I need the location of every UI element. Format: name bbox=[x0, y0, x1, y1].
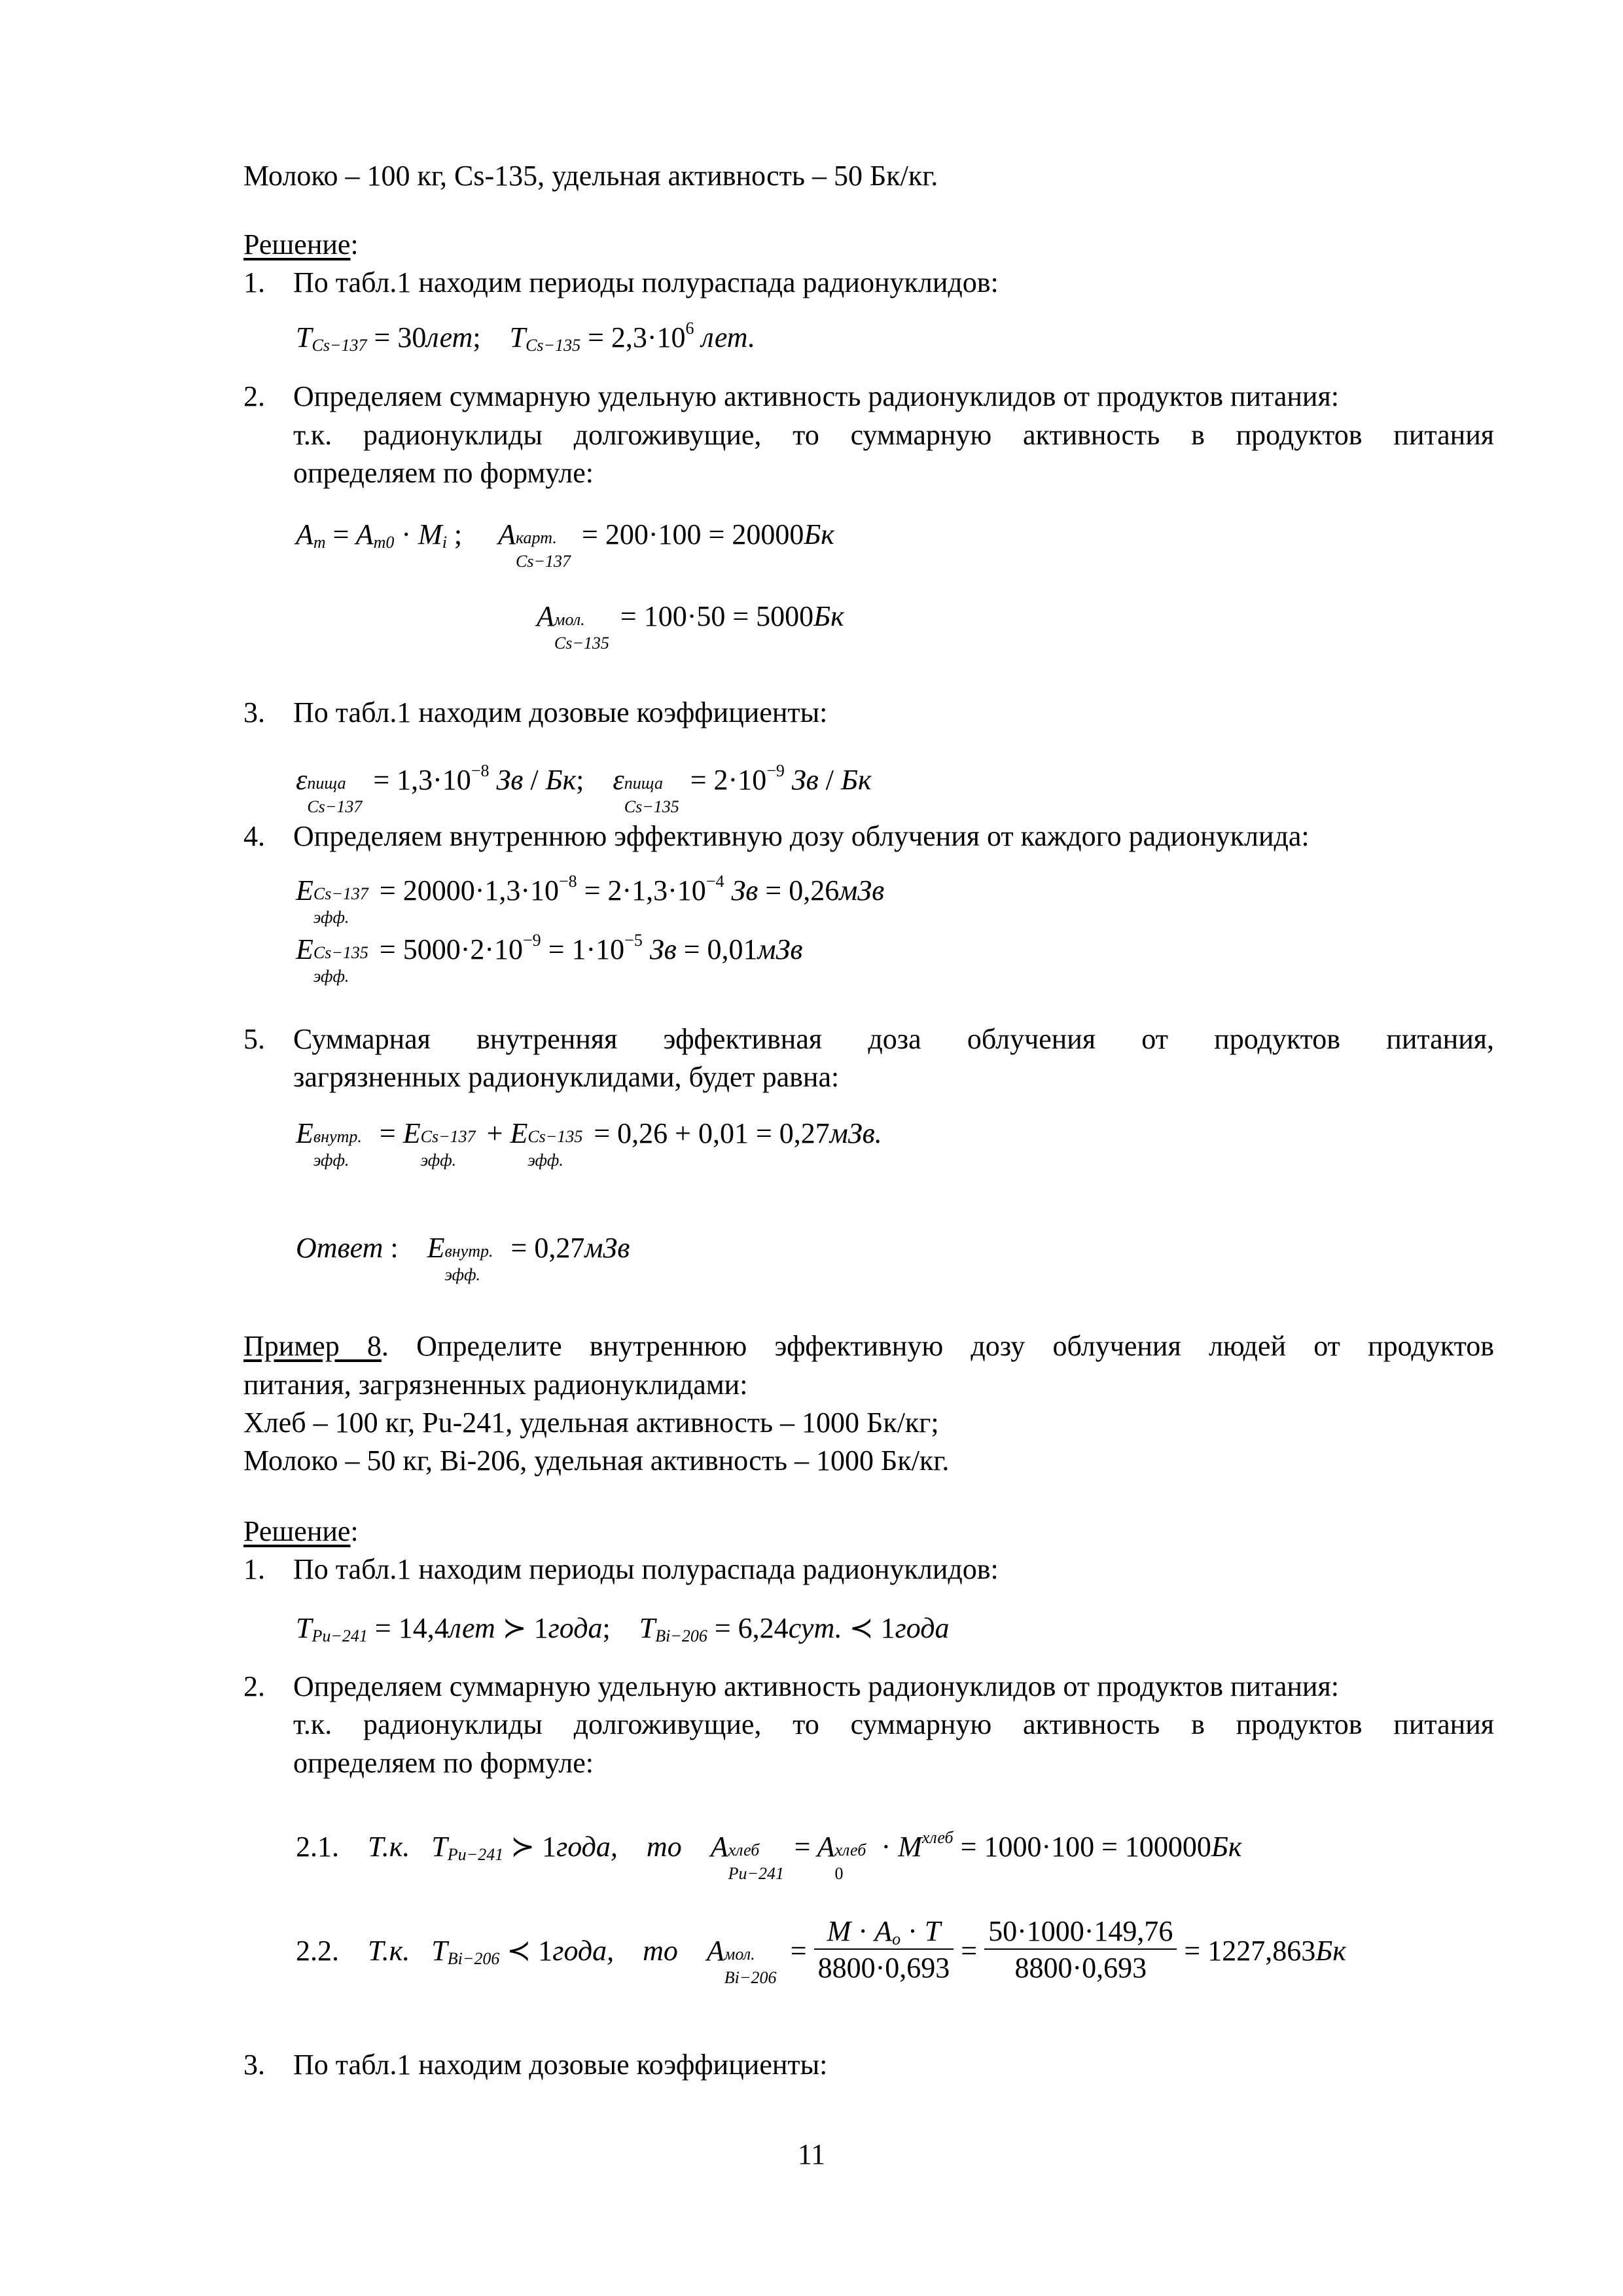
formula-dose-cs135: E Cs−135 эфф. = $5000\cdot 2\cdot 10^{-9} = 1\cdot 10^{-5}$ Зв = 0,01мЗв bbox=[296, 931, 803, 986]
solution-heading bbox=[243, 230, 359, 259]
intro-line: Молоко – 100 кг, Cs-135, удельная активность – 50 Бк/кг. bbox=[243, 160, 938, 192]
formula-activity-milk: A мол. Cs−135 = 100·50 = 5000Бк bbox=[537, 600, 844, 653]
step-text: определяем по формуле: bbox=[293, 1747, 594, 1779]
formula-bread-activity: 2.1. Т.к. $T_{Pu-241}$ ≻ 1года, то A хлеб Pu−241 = A хлеб 0 · $M^{хлеб} = 1000\cdot 100 = 100000Бк$ bbox=[296, 1828, 1242, 1883]
step-number: 4. bbox=[243, 820, 265, 852]
step-text: Суммарная внутренняя эффективная доза облучения от продуктов питания, bbox=[293, 1023, 1494, 1055]
formula-half-lives-2: $T_{Pu-241} = 14,4лет$ ≻ 1года; $T_{Bi-206} = 6,24сут$. ≺ 1года bbox=[296, 1612, 950, 1645]
step-number: 1. bbox=[243, 266, 265, 298]
step-text: определяем по формуле: bbox=[293, 457, 594, 489]
step-number: 2. bbox=[243, 380, 265, 412]
step-text: По табл.1 находим дозовые коэффициенты: bbox=[293, 2049, 828, 2081]
step-text: По табл.1 находим периоды полураспада радионуклидов: bbox=[293, 266, 999, 298]
solution-heading-colon: : bbox=[350, 228, 359, 260]
step-number: 2. bbox=[243, 1670, 265, 1702]
formula-milk-activity: 2.2. Т.к. $T_{Bi-206}$ ≺ 1года, то A мол. Bi−206 = $\frac{M \cdot A_o \cdot T}{8800\cdot 0,693}$ = $\frac{50\cdot 1000\cdot 149,76}{8800\cdot 0,693}$ = 1227,863Бк bbox=[296, 1915, 1346, 1988]
step-text: т.к. радионуклиды долгоживущие, то суммарную активность в продуктов питания bbox=[293, 419, 1494, 451]
step-text: Определяем суммарную удельную активность радионуклидов от продуктов питания: bbox=[293, 380, 1339, 412]
step-text: Определяем суммарную удельную активность радионуклидов от продуктов питания: bbox=[293, 1670, 1339, 1702]
formula-dose-coefficients: ε пища Cs−137 = $1,3\cdot 10^{-8}$ Зв / Бк; ε пища Cs−135 = $2\cdot 10^{-9}$ Зв / Бк bbox=[296, 761, 872, 816]
page-number: 11 bbox=[797, 2138, 826, 2170]
step-number: 3. bbox=[243, 2049, 265, 2081]
example-text: Хлеб – 100 кг, Pu-241, удельная активность – 1000 Бк/кг; bbox=[243, 1407, 939, 1439]
example-text: питания, загрязненных радионуклидами: bbox=[243, 1369, 748, 1401]
example-text: Молоко – 50 кг, Bi-206, удельная активность – 1000 Бк/кг. bbox=[243, 1444, 950, 1477]
step-text: Определяем внутреннюю эффективную дозу облучения от каждого радионуклида: bbox=[293, 820, 1310, 852]
example-statement: . Определите внутреннюю эффективную дозу облучения людей от продуктов bbox=[381, 1330, 1494, 1362]
formula-half-lives: $T_{Cs-137} = 30лет$; $T_{Cs-135} = 2,3\cdot 10^6$ лет. bbox=[296, 319, 756, 355]
step-number: 1. bbox=[243, 1553, 265, 1585]
solution-heading-text: Решение bbox=[243, 1515, 351, 1547]
step-text: По табл.1 находим периоды полураспада радионуклидов: bbox=[293, 1553, 999, 1585]
solution-heading bbox=[243, 1517, 359, 1546]
step-text: По табл.1 находим дозовые коэффициенты: bbox=[293, 696, 828, 728]
step-number: 3. bbox=[243, 696, 265, 728]
formula-dose-cs137: E Cs−137 эфф. = $20000\cdot 1,3\cdot 10^{-8} = 2\cdot 1,3\cdot 10^{-4}$ Зв = 0,26мЗв bbox=[296, 872, 885, 927]
example-heading-line bbox=[243, 1332, 1494, 1361]
formula-total-dose: E внутр. эфф. = E Cs−137 эфф. + E Cs−135 эфф. = 0,26 + 0,01 = 0,27мЗв. bbox=[296, 1117, 882, 1170]
step-text: загрязненных радионуклидами, будет равна: bbox=[293, 1061, 840, 1093]
solution-heading-text: Решение bbox=[243, 228, 351, 260]
solution-heading-colon: : bbox=[350, 1515, 359, 1547]
step-number: 5. bbox=[243, 1023, 265, 1055]
formula-activity-sum: $A_m = A_{m0} \cdot M_i$ ; A карт. Cs−137 = 200·100 = 20000Бк bbox=[296, 518, 834, 571]
answer-line: Ответ : E внутр. эфф. = 0,27мЗв bbox=[296, 1232, 630, 1284]
example-label: Пример 8 bbox=[243, 1330, 382, 1362]
step-text: т.к. радионуклиды долгоживущие, то суммарную активность в продуктов питания bbox=[293, 1708, 1494, 1740]
